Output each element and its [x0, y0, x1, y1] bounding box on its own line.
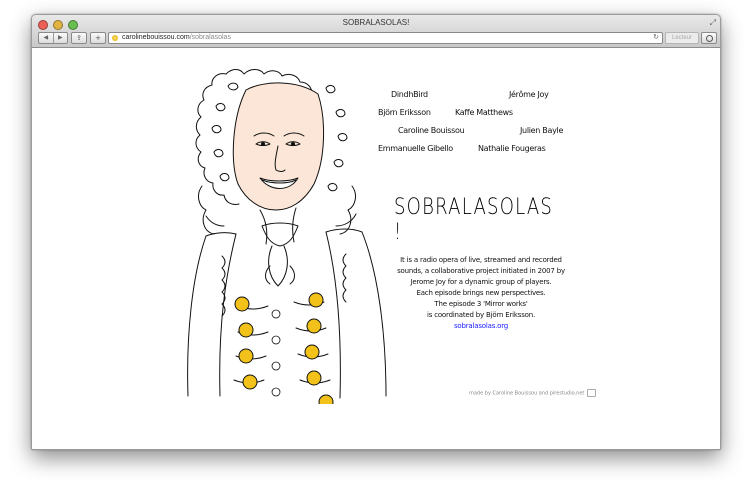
- description-line: is coordinated by Björn Eriksson.: [426, 311, 535, 319]
- page-title: SOBRALASOLAS !: [394, 195, 554, 245]
- browser-window: [31, 14, 721, 450]
- new-tab-button[interactable]: +: [90, 32, 106, 44]
- participants-list: [378, 90, 598, 210]
- fullscreen-icon[interactable]: ⤢: [709, 18, 716, 27]
- description-line: Each episode brings new perspectives.: [416, 289, 546, 297]
- page-viewport: [32, 48, 720, 449]
- description-line: sounds, a collaborative project initiated in 2007 by: [397, 267, 565, 275]
- footer-credit: [469, 389, 596, 397]
- credit-text: made by Caroline Bouissou and pirestudio.net: [469, 390, 585, 397]
- nav-buttons: [38, 32, 68, 44]
- studio-logo-icon[interactable]: [587, 389, 596, 397]
- participant-name: Jérôme Joy: [509, 90, 549, 99]
- extensions-button[interactable]: [701, 32, 717, 44]
- participant-name: DindhBird: [391, 90, 428, 99]
- description-line: The episode 3 'Mirror works': [434, 300, 528, 308]
- url-text: [122, 33, 231, 43]
- window-title: SOBRALASOLAS!: [342, 18, 410, 27]
- participant-name: Caroline Bouissou: [398, 126, 465, 135]
- project-link[interactable]: sobralasolas.org: [453, 322, 509, 330]
- back-button[interactable]: ◀: [39, 33, 54, 43]
- share-button[interactable]: ⇪: [71, 32, 87, 44]
- participant-name: Kaffe Matthews: [455, 108, 513, 117]
- participant-name: Emmanuelle Gibello: [378, 144, 453, 153]
- description-line: It is a radio opera of live, streamed and recorded: [400, 256, 562, 264]
- forward-button[interactable]: ▶: [57, 34, 63, 41]
- participant-name: Björn Eriksson: [378, 108, 431, 117]
- participant-name: Julien Bayle: [520, 126, 564, 135]
- portrait-illustration: [176, 66, 391, 404]
- url-path: /sobralasolas: [189, 34, 231, 41]
- participant-name: Nathalie Fougeras: [478, 144, 546, 153]
- site-favicon-icon: [112, 35, 118, 41]
- project-description: [395, 255, 567, 332]
- title-bar: [32, 15, 720, 48]
- url-domain: carolinebouissou.com: [122, 34, 190, 41]
- description-line: Jerome Joy for a dynamic group of players.: [410, 278, 552, 286]
- address-bar[interactable]: [108, 32, 663, 44]
- reader-button[interactable]: Lecteur: [665, 32, 699, 44]
- reload-icon[interactable]: ↻: [653, 34, 659, 41]
